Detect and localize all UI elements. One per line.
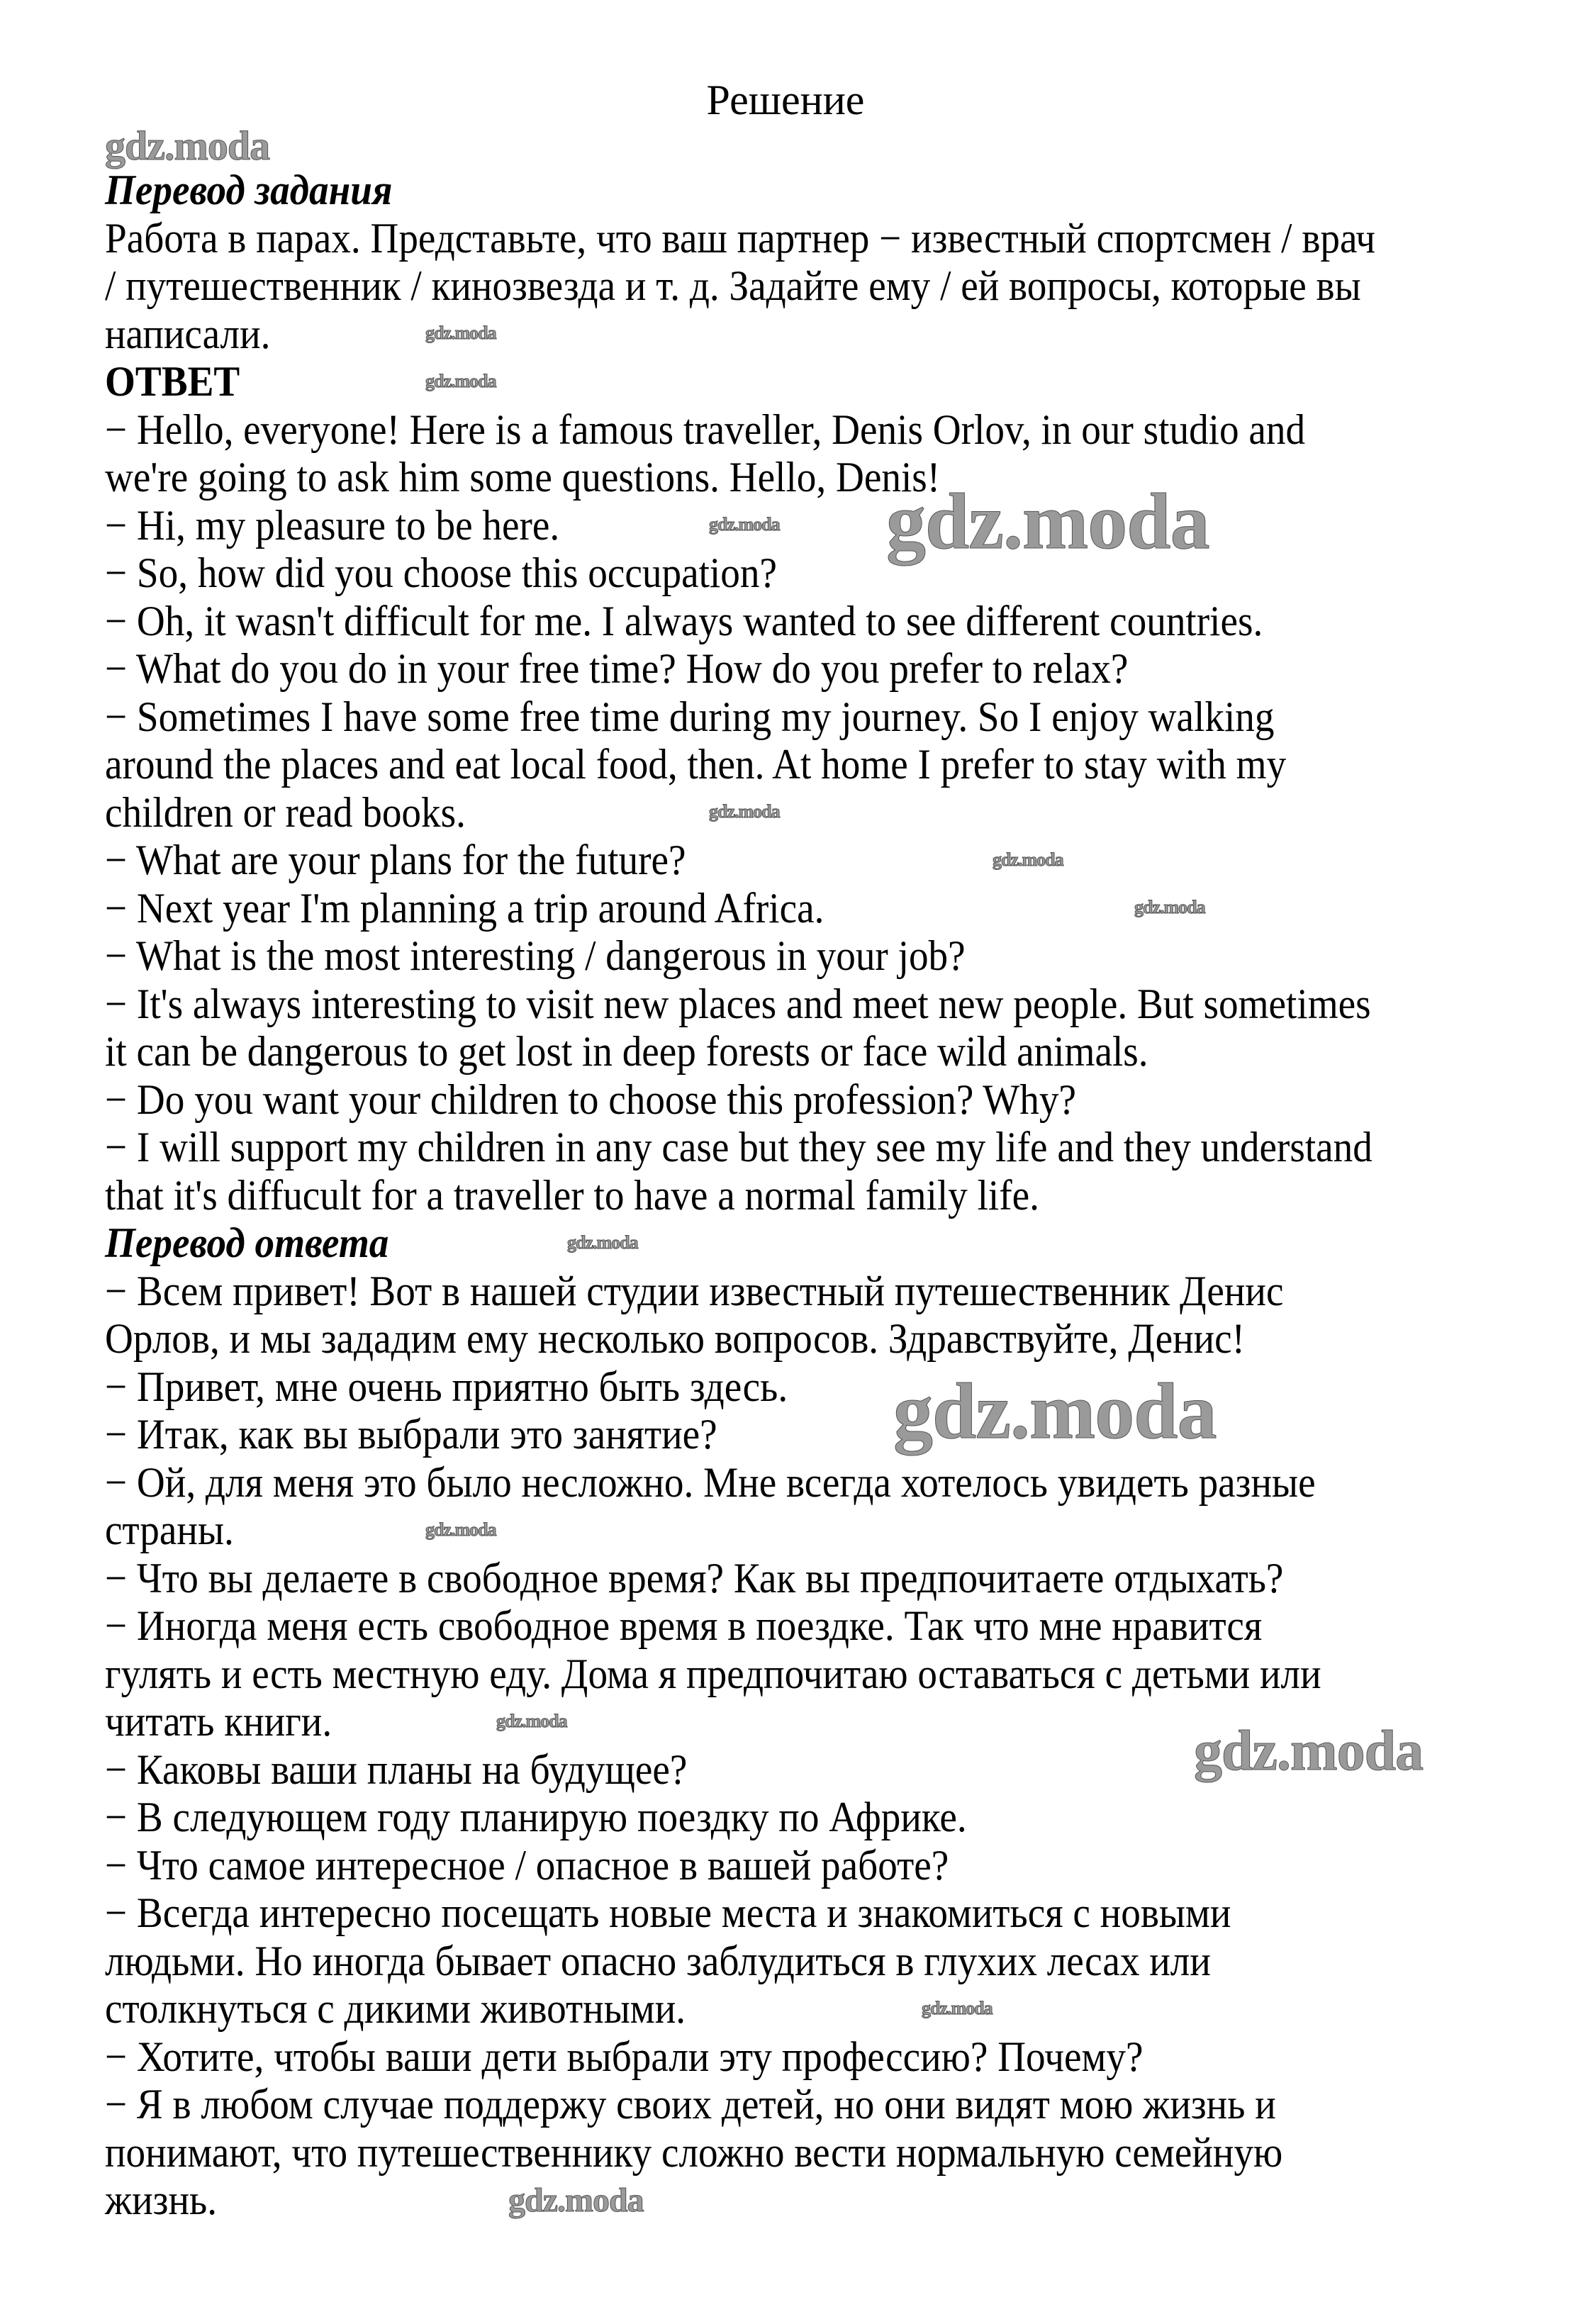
watermark-logo: gdz.moda <box>425 323 496 343</box>
text-line: − So, how did you choose this occupation? <box>105 549 777 596</box>
watermark-logo: gdz.moda <box>496 1711 567 1731</box>
text-line: − Итак, как вы выбрали это занятие? <box>105 1411 717 1458</box>
text-line: жизнь. <box>105 2177 218 2223</box>
page-title: Решение <box>706 77 865 123</box>
text-line: − Я в любом случае поддержу своих детей, но они видят мою жизнь и <box>105 2081 1276 2128</box>
section-heading: ОТВЕТ <box>105 358 240 405</box>
text-line: читать книги. <box>105 1698 332 1745</box>
text-line: написали. <box>105 310 271 357</box>
text-line: − Что самое интересное / опасное в вашей работе? <box>105 1841 949 1889</box>
watermark-logo: gdz.moda <box>425 371 496 391</box>
text-line: Орлов, и мы зададим ему несколько вопросов. Здравствуйте, Денис! <box>105 1315 1246 1362</box>
text-line: − Next year I'm planning a trip around Africa. <box>105 884 824 932</box>
text-line: − Иногда меня есть свободное время в поездке. Так что мне нравится <box>105 1602 1263 1649</box>
text-line: страны. <box>105 1507 234 1553</box>
text-line: − Hi, my pleasure to be here. <box>105 501 560 549</box>
watermark-logo: gdz.moda <box>1134 897 1205 917</box>
text-line: − Sometimes I have some free time during my journey. So I enjoy walking <box>105 693 1275 740</box>
text-line: that it's diffucult for a traveller to have a normal family life. <box>105 1171 1039 1219</box>
text-line: it can be dangerous to get lost in deep forests or face wild animals. <box>105 1028 1148 1075</box>
text-line: − Do you want your children to choose this profession? Why? <box>105 1076 1076 1123</box>
watermark-logo: gdz.moda <box>567 1232 638 1253</box>
text-line: around the places and eat local food, then. At home I prefer to stay with my <box>105 741 1287 788</box>
text-line: Работа в парах. Представьте, что ваш партнер − известный спортсмен / врач <box>105 214 1376 262</box>
text-line: / путешественник / кинозвезда и т. д. Задайте ему / ей вопросы, которые вы <box>105 262 1361 309</box>
text-line: we're going to ask him some questions. Hello, Denis! <box>105 454 941 501</box>
text-line: столкнуться с дикими животными. <box>105 1985 686 2032</box>
watermark-logo: gdz.moda <box>709 514 780 535</box>
section-heading: Перевод задания <box>105 167 393 213</box>
watermark-logo: gdz.moda <box>508 2181 644 2219</box>
text-line: − It's always interesting to visit new places and meet new people. But sometimes <box>105 980 1371 1027</box>
watermark-logo: gdz.moda <box>993 849 1063 870</box>
text-line: − Oh, it wasn't difficult for me. I always wanted to see different countries. <box>105 597 1263 644</box>
text-line: − Всем привет! Вот в нашей студии известный путешественник Денис <box>105 1267 1284 1314</box>
document-body <box>105 167 1375 2225</box>
text-line: − Хотите, чтобы ваши дети выбрали эту профессию? Почему? <box>105 2033 1144 2080</box>
watermark-logo: gdz.moda <box>893 1368 1217 1456</box>
text-line: − Каковы ваши планы на будущее? <box>105 1745 688 1793</box>
watermark-logo: gdz.moda <box>1194 1720 1424 1782</box>
text-line: children or read books. <box>105 788 466 836</box>
text-line: − Hello, everyone! Here is a famous traveller, Denis Orlov, in our studio and <box>105 406 1306 453</box>
watermark-logo: gdz.moda <box>105 123 270 169</box>
text-line: − Всегда интересно посещать новые места и знакомиться с новыми <box>105 1889 1231 1936</box>
watermark-logo: gdz.moda <box>709 801 780 822</box>
watermark-logo: gdz.moda <box>886 478 1209 566</box>
text-line: − Ой, для меня это было несложно. Мне всегда хотелось увидеть разные <box>105 1458 1316 1506</box>
text-line: − В следующем году планирую поездку по Африке. <box>105 1794 967 1840</box>
text-line: − What do you do in your free time? How do you prefer to relax? <box>105 645 1129 692</box>
text-line: людьми. Но иногда бывает опасно заблудиться в глухих лесах или <box>105 1937 1211 1984</box>
section-heading: Перевод ответа <box>105 1219 389 1266</box>
text-line: гулять и есть местную еду. Дома я предпочитаю оставаться с детьми или <box>105 1650 1321 1697</box>
text-line: − Что вы делаете в свободное время? Как вы предпочитаете отдыхать? <box>105 1554 1284 1602</box>
text-line: − Привет, мне очень приятно быть здесь. <box>105 1363 788 1410</box>
text-line: − What are your plans for the future? <box>105 837 686 883</box>
text-line: − What is the most interesting / dangerous in your job? <box>105 932 966 979</box>
text-line: − I will support my children in any case but they see my life and they understand <box>105 1124 1372 1171</box>
watermark-logo: gdz.moda <box>425 1519 496 1540</box>
text-line: понимают, что путешественнику сложно вести нормальную семейную <box>105 2128 1283 2176</box>
watermark-logo: gdz.moda <box>922 1998 993 2018</box>
